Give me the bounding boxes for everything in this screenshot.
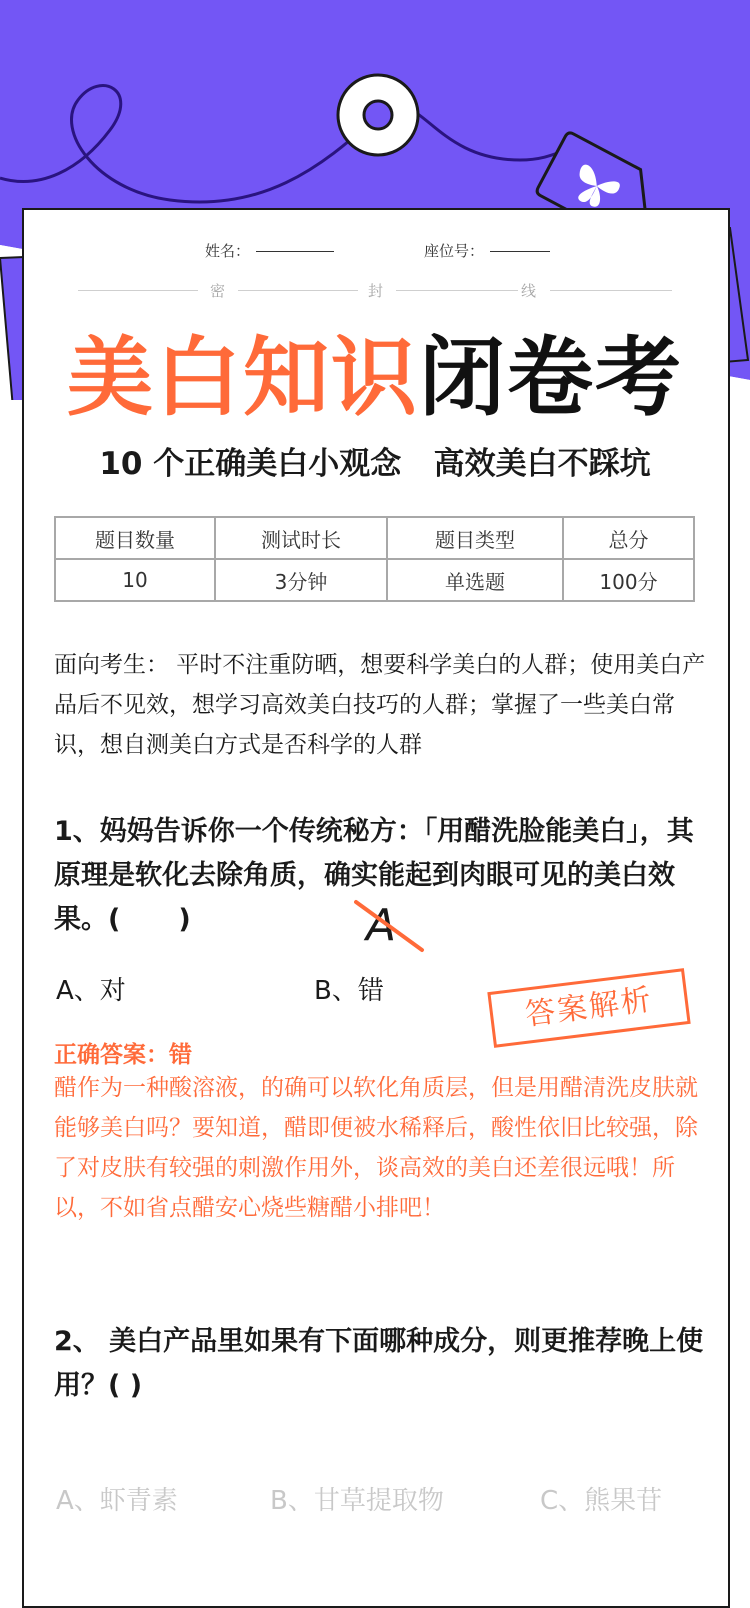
answer-stamp: 答案解析 bbox=[487, 968, 690, 1048]
seal-char-2: 封 bbox=[368, 282, 384, 300]
question-2: 2、 美白产品里如果有下面哪种成分，则更推荐晚上使用？( ) bbox=[54, 1326, 704, 1401]
correct-answer-label: 正确答案：错 bbox=[54, 1042, 192, 1068]
table-cell: 10 bbox=[55, 559, 215, 601]
table-header-cell: 题目类型 bbox=[387, 517, 563, 559]
seat-label: 座位号： bbox=[424, 242, 485, 260]
intro-text: 面向考生： 平时不注重防晒，想要科学美白的人群；使用美白产品后不见效，想学习高效美白技巧的人群；掌握了一些美白常识，想自测美白方式是否科学的人群 bbox=[54, 652, 706, 758]
q2-option-a[interactable]: A、虾青素 bbox=[56, 1486, 178, 1516]
table-row bbox=[55, 559, 694, 601]
table-header-cell: 测试时长 bbox=[215, 517, 387, 559]
q1-option-b[interactable]: B、错 bbox=[314, 976, 384, 1006]
table-cell: 单选题 bbox=[387, 559, 563, 601]
q2-option-c[interactable]: C、熊果苷 bbox=[540, 1486, 663, 1516]
seal-char-1: 密 bbox=[210, 282, 226, 300]
answer-letter: A bbox=[366, 900, 397, 951]
name-blank[interactable] bbox=[256, 251, 334, 252]
page-subtitle: 10 个正确美白小观念 高效美白不踩坑 bbox=[99, 446, 651, 482]
title-part-1: 美白知识 bbox=[67, 328, 419, 428]
table-header-row bbox=[55, 517, 694, 559]
q2-option-b[interactable]: B、甘草提取物 bbox=[270, 1486, 444, 1516]
table-header-cell: 题目数量 bbox=[55, 517, 215, 559]
name-field[interactable] bbox=[205, 240, 334, 261]
seal-line bbox=[78, 280, 672, 300]
seal-char-3: 线 bbox=[521, 282, 537, 300]
handwritten-answer bbox=[354, 892, 426, 954]
seat-blank[interactable] bbox=[490, 251, 550, 252]
table-cell: 3分钟 bbox=[215, 559, 387, 601]
exam-info-table bbox=[54, 516, 695, 602]
name-label: 姓名： bbox=[205, 242, 251, 260]
seat-field[interactable] bbox=[424, 240, 550, 261]
handwritten-answer-mark bbox=[354, 892, 426, 954]
table-cell: 100分 bbox=[563, 559, 694, 601]
page-title bbox=[0, 328, 750, 428]
answer-explanation: 醋作为一种酸溶液，的确可以软化角质层，但是用醋清洗皮肤就能够美白吗？要知道，醋即便被水稀释后，酸性依旧比较强，除了对皮肤有较强的刺激作用外，谈高效的美白还差很远哦！所以，不如省点醋安心烧些糖醋小排吧！ bbox=[54, 1075, 698, 1221]
title-part-2: 闭卷考 bbox=[419, 328, 683, 428]
q1-option-a[interactable]: A、对 bbox=[56, 976, 126, 1006]
table-header-cell: 总分 bbox=[563, 517, 694, 559]
question-1-close-paren: ) bbox=[178, 904, 191, 935]
question-1-text: 1、妈妈告诉你一个传统秘方：「用醋洗脸能美白」，其原理是软化去除角质，确实能起到肉眼可见的美白效果。( bbox=[54, 816, 694, 935]
